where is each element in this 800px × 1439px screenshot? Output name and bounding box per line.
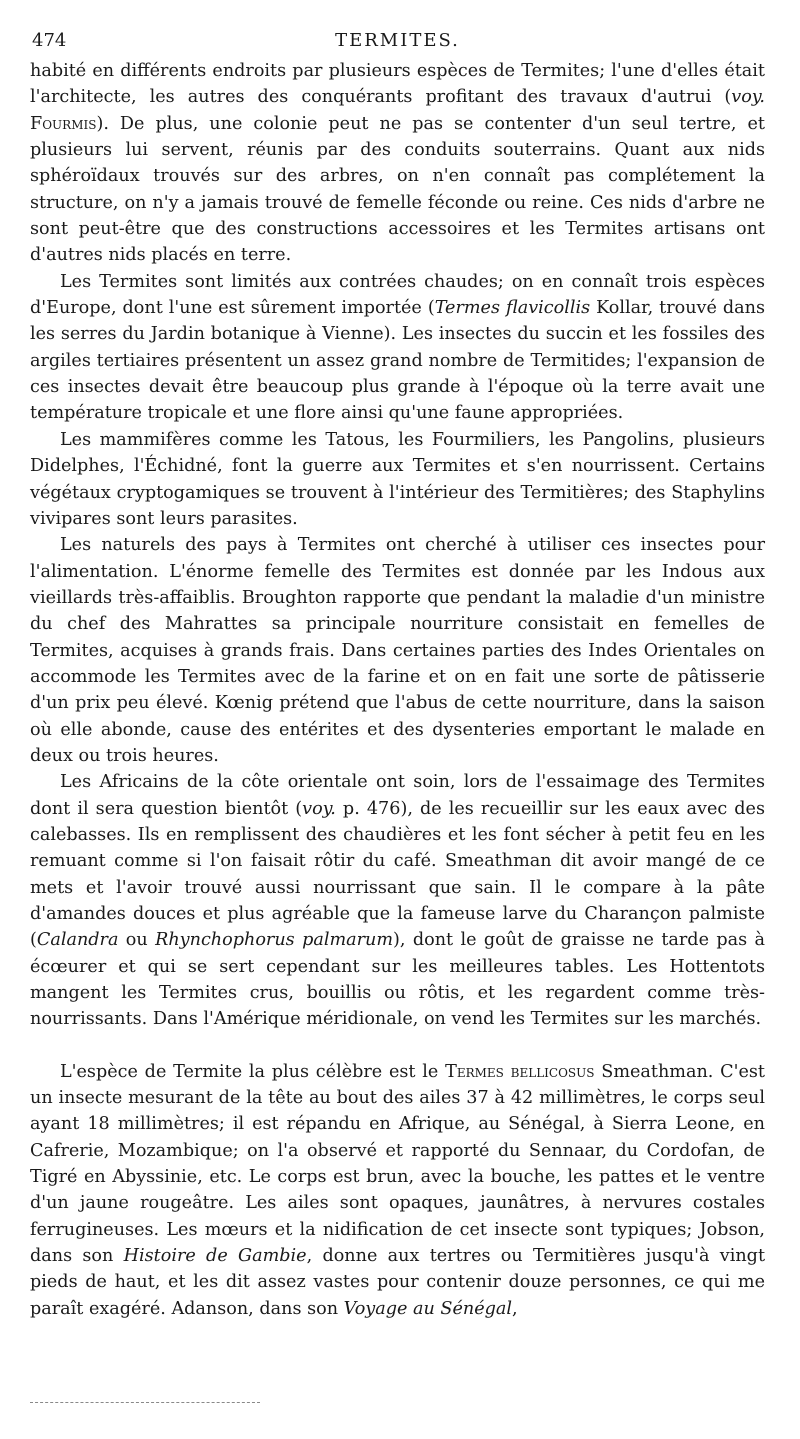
- italic-run: voy.: [302, 798, 336, 819]
- text-run: Les Africains de la côte orientale ont soin, lors de l'essaimage des Termites dont il sera question bientôt (: [30, 772, 765, 819]
- text-run: Les naturels des pays à Termites ont cherché à utiliser ces insectes pour l'alimentation. L'énorme femelle des Termites est donnée par les Indous aux vieillards très-affaiblis. Broughton rapporte que pendant la maladie d'un ministre du chef des Mahrattes sa principale nourriture consistait en femelles de Termites, acquises à grands frais. Dans certaines parties des Indes Orientales on accommode les Termites avec de la farine et on en fait une sorte de pâtisserie d'un prix peu élevé. Kœnig prétend que l'abus de cette nourriture, dans la saison où elle abonde, cause des entérites et des dysenteries emportant le malade en deux ou trois heures.: [30, 535, 765, 766]
- text-run: Les mammifères comme les Tatous, les Fourmiliers, les Pangolins, plusieurs Didelphes, l'Échidné, font la guerre aux Termites et s'en nourrissent. Certains végétaux cryptogamiques se trouvent à l'intérieur des Termitières; des Staphylins vivipares sont leurs parasites.: [30, 429, 765, 529]
- page-header: [30, 28, 765, 58]
- text-run: ). De plus, une colonie peut ne pas se contenter d'un seul tertre, et plusieurs lui servent, réunis par des conduits souterrains. Quant aux nids sphéroïdaux trouvés sur des arbres, on n'en connaît pas complétement la structure, on n'y a jamais trouvé de femelle féconde ou reine. Ces nids d'arbre ne sont peut-être que des constructions accessoires et les Termites artisans ont d'autres nids placés en terre.: [30, 113, 765, 266]
- text-run: Les Termites sont limités aux contrées chaudes; on en connaît trois espèces d'Europe, dont l'une est sûrement importée (: [30, 271, 765, 319]
- text-run: , donne aux tertres ou Termitières jusqu'à vingt pieds de haut, et les dit assez vastes pour contenir douze personnes, ce qui me paraît exagéré. Adanson, dans son: [30, 1246, 766, 1319]
- italic-run: Histoire de Gambie: [123, 1246, 307, 1267]
- italic-run: Voyage au Sénégal: [343, 1298, 513, 1319]
- running-head: TERMITES.: [335, 30, 460, 51]
- paragraph-6: [30, 1059, 765, 1322]
- page-number: 474: [32, 30, 67, 51]
- paragraph-4: [30, 532, 765, 769]
- text-run: Smeathman. C'est un insecte mesurant de la tête au bout des ailes 37 à 42 millimètres, le corps seul ayant 18 millimètres; il est répandu en Afrique, au Sénégal, à Sierra Leone, en Cafrerie, Mozambique; on l'a observé et rapporté du Sennaar, du Cordofan, de Tigré en Abyssinie, etc. Le corps est brun, avec la bouche, les pattes et le ventre d'un jaune rougeâtre. Les ailes sont opaques, jaunâtres, à nervures costales ferrugineuses. Les mœurs et la nidification de cet insecte sont typiques; Jobson, dans son: [30, 1061, 765, 1267]
- text-run: p. 476), de les recueillir sur les eaux avec des calebasses. Ils en remplissent des chaudières et les font sécher à petit feu en les remuant comme si l'on faisait rôtir du café. Smeathman dit avoir mangé de ce mets et l'avoir trouvé aussi nourrissant que sain. Il le compare à la pâte d'amandes douces et plus agréable que la fameuse larve du Charançon palmiste (: [30, 798, 765, 951]
- italic-run: Rhynchophorus palmarum: [155, 930, 394, 951]
- text-run: habité en différents endroits par plusieurs espèces de Termites; l'une d'elles était l'architecte, les autres des conquérants profitant des travaux d'autrui (: [30, 61, 765, 108]
- italic-run: voy.: [731, 87, 765, 108]
- italic-run: Termes flavicollis: [434, 298, 591, 319]
- text-run: L'espèce de Termite la plus célèbre est le: [60, 1061, 446, 1082]
- paragraph-5: [30, 769, 765, 1032]
- paragraph-1: [30, 58, 765, 269]
- small-caps-run: Fourmis: [30, 113, 97, 134]
- small-caps-run: Termes bellicosus: [445, 1061, 595, 1082]
- document-page: [30, 28, 765, 1322]
- footer-rule: [30, 1402, 260, 1403]
- text-run: Kollar, trouvé dans les serres du Jardin botanique à Vienne). Les insectes du succin et les fossiles des argiles tertiaires présentent un assez grand nombre de Termitides; l'expansion de ces insectes devait être beaucoup plus grande à l'époque où la terre avait une température tropicale et une flore ainsi qu'une faune appropriées.: [30, 298, 765, 424]
- paragraph-3: [30, 427, 765, 532]
- italic-run: Calandra: [36, 930, 119, 951]
- text-run: ,: [512, 1298, 518, 1319]
- text-run: ), dont le goût de graisse ne tarde pas à écœurer et qui se sert cependant sur les meilleures tables. Les Hottentots mangent les Termites crus, bouillis ou rôtis, et les regardent comme très-nourrissants. Dans l'Amérique méridionale, on vend les Termites sur les marchés.: [30, 930, 765, 1030]
- body-text: [30, 58, 765, 1322]
- paragraph-2: [30, 269, 765, 427]
- text-run: ou: [118, 930, 156, 951]
